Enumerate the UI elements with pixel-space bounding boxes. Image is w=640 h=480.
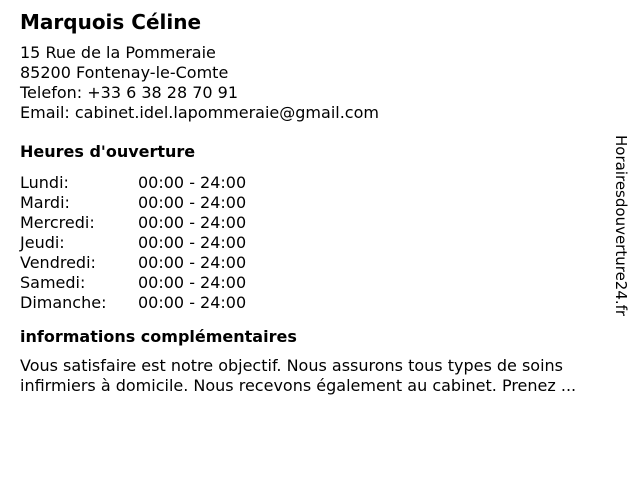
phone-line: Telefon: +33 6 38 28 70 91: [20, 83, 239, 102]
business-card: [20, 8, 610, 396]
day-label: Mercredi:: [20, 213, 95, 232]
hours-title: Heures d'ouverture: [20, 142, 196, 161]
email-line: Email: cabinet.idel.lapommeraie@gmail.com: [20, 103, 379, 122]
day-label: Dimanche:: [20, 293, 107, 312]
description-line: infirmiers à domicile. Nous recevons également au cabinet. Prenez ...: [20, 376, 577, 395]
hours-row-tuesday: [20, 193, 610, 213]
time-range: 00:00 - 24:00: [138, 273, 247, 292]
hours-row-sunday: [20, 293, 610, 313]
time-range: 00:00 - 24:00: [138, 293, 247, 312]
additional-info-title: informations complémentaires: [20, 327, 297, 346]
site-watermark: [604, 135, 640, 345]
hours-row-monday: [20, 173, 610, 193]
description-line: Vous satisfaire est notre objectif. Nous assurons tous types de soins: [20, 356, 564, 375]
time-range: 00:00 - 24:00: [138, 233, 247, 252]
time-range: 00:00 - 24:00: [138, 173, 247, 192]
time-range: 00:00 - 24:00: [138, 213, 247, 232]
day-label: Jeudi:: [20, 233, 65, 252]
time-range: 00:00 - 24:00: [138, 253, 247, 272]
day-label: Mardi:: [20, 193, 70, 212]
watermark-text: Horairesdouverture24.fr: [612, 135, 630, 317]
hours-row-thursday: [20, 233, 610, 253]
business-name: Marquois Céline: [20, 10, 202, 34]
hours-row-wednesday: [20, 213, 610, 233]
day-label: Lundi:: [20, 173, 69, 192]
time-range: 00:00 - 24:00: [138, 193, 247, 212]
hours-row-saturday: [20, 273, 610, 293]
day-label: Samedi:: [20, 273, 86, 292]
additional-info-text: [20, 356, 630, 396]
day-label: Vendredi:: [20, 253, 96, 272]
address-line-city: 85200 Fontenay-le-Comte: [20, 63, 229, 82]
address-line-street: 15 Rue de la Pommeraie: [20, 43, 216, 62]
contact-details: [20, 43, 610, 123]
opening-hours-list: [20, 173, 610, 313]
hours-row-friday: [20, 253, 610, 273]
